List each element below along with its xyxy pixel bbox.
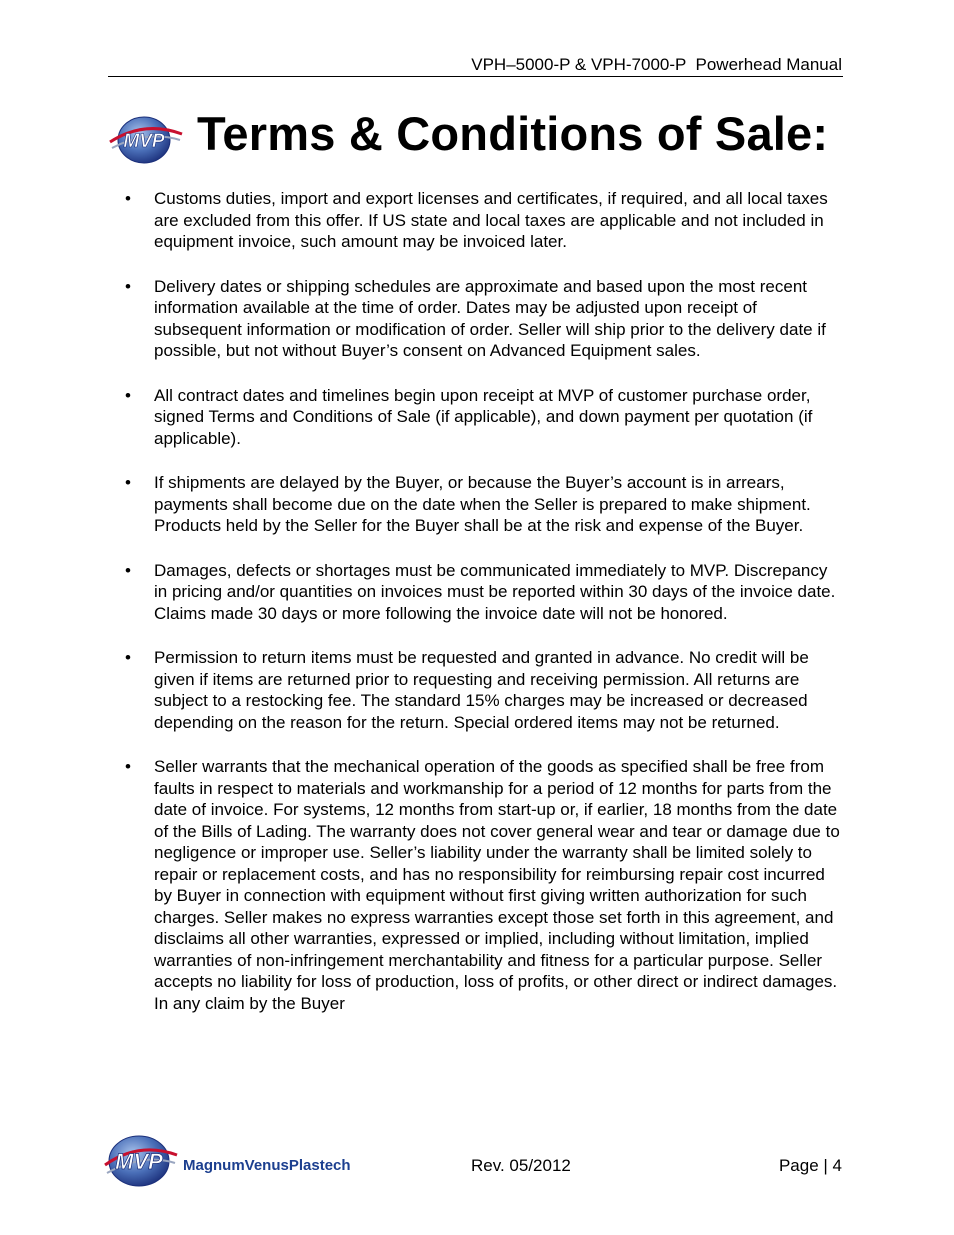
footer-logo-text: MVP <box>115 1149 163 1174</box>
term-item <box>125 647 844 733</box>
term-item <box>125 756 844 1014</box>
term-text: All contract dates and timelines begin upon receipt at MVP of customer purchase order, signed Terms and Conditions of Sale (if applicable), and down payment per quotation (if applicable). <box>154 385 813 448</box>
page-title: Terms & Conditions of Sale: <box>197 107 829 160</box>
bullet-icon: • <box>125 385 131 405</box>
term-item <box>125 188 844 253</box>
term-text: Seller warrants that the mechanical operation of the goods as specified shall be free from faults in respect to materials and workmanship for a period of 12 months for parts from the date of invoice. For systems, 12 months from start-up or, if earlier, 18 months from the date of the Bills of Lading. The warranty does not cover general wear and tear or damage due to negligence or improper use. Seller’s liability under the warranty shall be limited solely to repair or replacement costs, and has no responsibility for reimbursing repair cost incurred by Buyer in connection with equipment without first giving written authorization for such charges. Seller makes no express warranties except those set forth in this agreement, and disclaims all other warranties, expressed or implied, including without limitation, implied warranties of non-infringement merchantability and fitness for a particular purpose. Seller accepts no liability for loss of production, loss of profits, or other direct or indirect damages. In any claim by the Buyer <box>154 757 840 1013</box>
bullet-icon: • <box>125 189 131 208</box>
bullet-icon: • <box>125 473 131 492</box>
page-number: Page | 4 <box>778 1156 842 1175</box>
term-text: Delivery dates or shipping schedules are approximate and based upon the most recent information available at the time of order. Dates may be adjusted upon receipt of subsequent information or modification of order. Seller will ship prior to the delivery date if possible, but not without Buyer’s consent on Advanced Equipment sales. <box>154 276 826 360</box>
term-item <box>125 385 844 450</box>
bullet-icon: • <box>125 276 131 296</box>
title-logo-text: MVP <box>123 131 165 152</box>
company-name: MagnumVenusPlastech <box>183 1157 351 1174</box>
term-item <box>125 276 844 362</box>
term-text: Permission to return items must be requested and granted in advance. No credit will be given if items are returned prior to requesting and receiving permission. All returns are subject to a restocking fee. The standard 15% charges may be increased or decreased depending on the reason for the return. Special ordered items may not be returned. <box>154 648 809 732</box>
term-item <box>125 560 844 625</box>
header-divider <box>108 76 843 77</box>
bullet-icon: • <box>125 648 131 667</box>
running-header: VPH–5000-P & VPH-7000-P Powerhead Manual <box>471 55 842 74</box>
term-text: Customs duties, import and export licenses and certificates, if required, and all local taxes are excluded from this offer. If US state and local taxes are applicable and not included in equipment invoice, such amount may be invoiced later. <box>154 189 828 251</box>
term-item <box>125 472 844 537</box>
mvp-logo <box>106 112 184 166</box>
terms-list <box>125 188 844 1037</box>
bullet-icon: • <box>125 757 131 776</box>
magnum-venus-plastech-logo <box>103 1133 383 1193</box>
term-text: Damages, defects or shortages must be communicated immediately to MVP. Discrepancy in pricing and/or quantities on invoices must be reported within 30 days of the invoice date. Claims made 30 days or more following the invoice date will not be honored. <box>154 560 836 623</box>
bullet-icon: • <box>125 560 131 580</box>
revision-label: Rev. 05/2012 <box>471 1156 571 1175</box>
term-text: If shipments are delayed by the Buyer, or because the Buyer’s account is in arrears, payments shall become due on the date when the Seller is prepared to make shipment. Products held by the Seller for the Buyer shall be at the risk and expense of the Buyer. <box>154 473 811 535</box>
